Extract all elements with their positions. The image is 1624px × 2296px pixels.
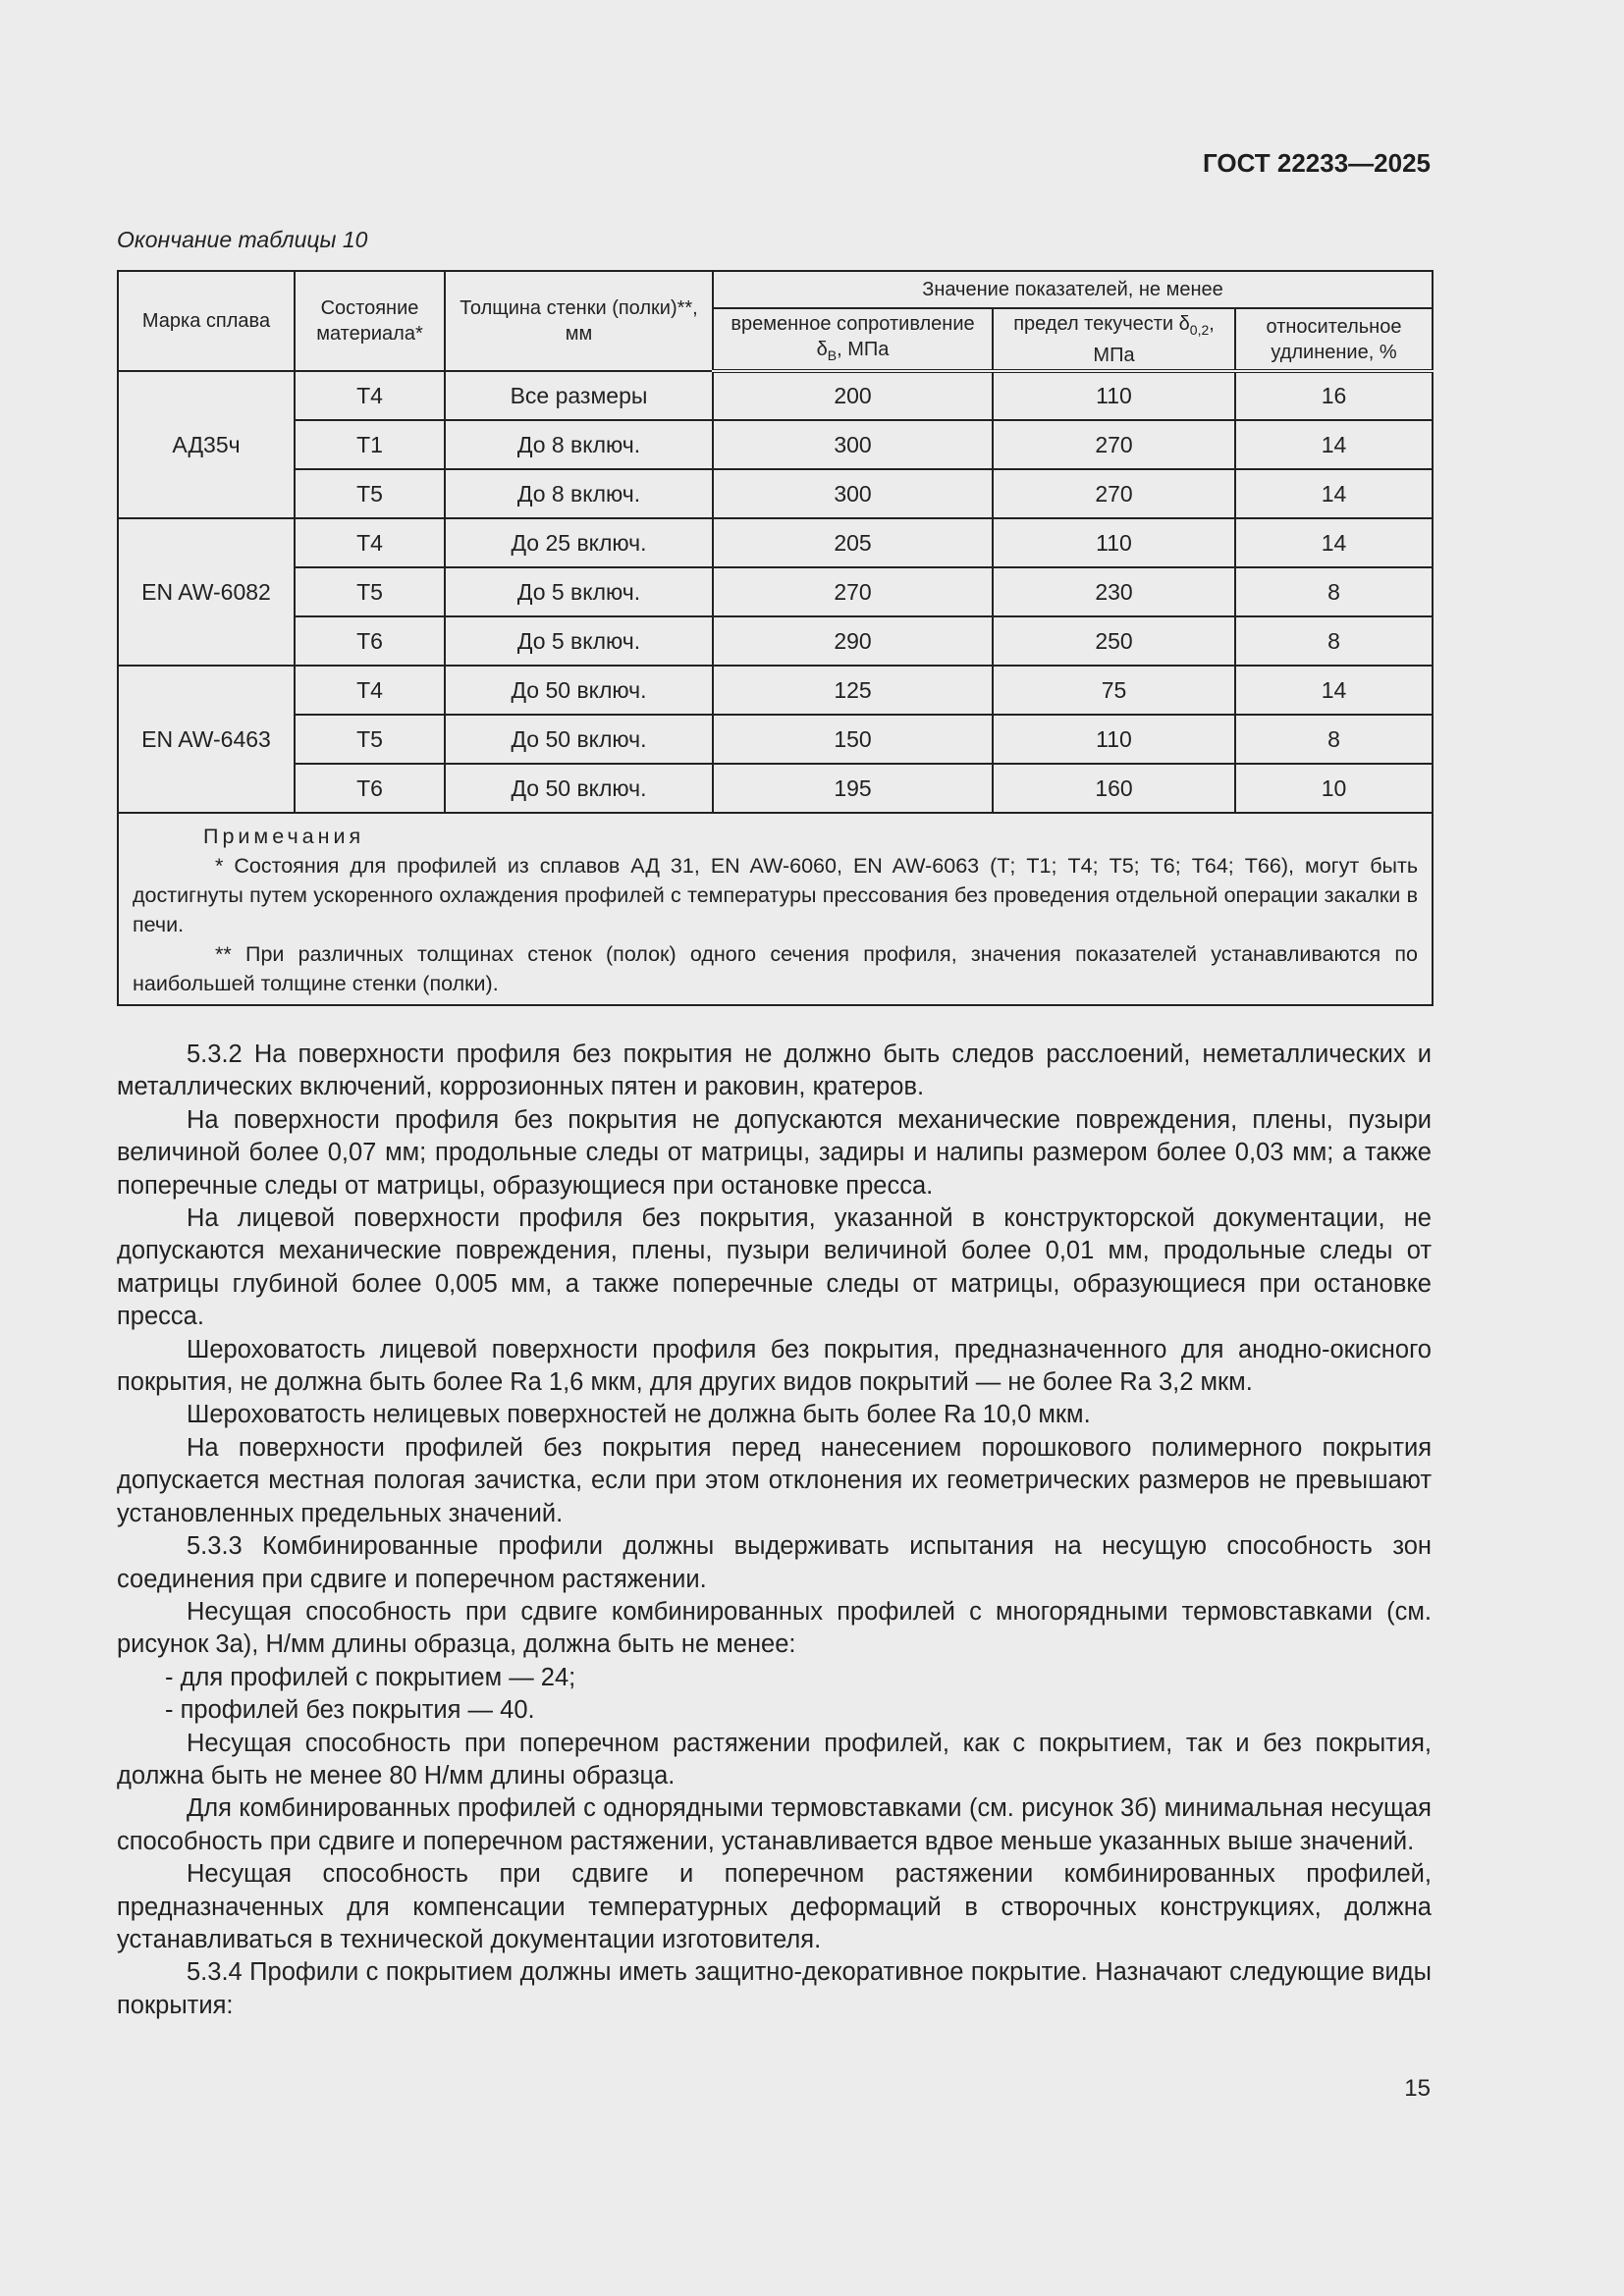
body-text bbox=[117, 1039, 1432, 2022]
cell-state: Т5 bbox=[295, 469, 445, 518]
cell-tensile: 150 bbox=[713, 715, 993, 764]
cell-state: Т5 bbox=[295, 715, 445, 764]
cell-elongation: 14 bbox=[1235, 469, 1433, 518]
cell-elongation: 14 bbox=[1235, 420, 1433, 469]
header-values-group: Значение показателей, не менее bbox=[713, 271, 1433, 308]
cell-yield: 110 bbox=[993, 518, 1235, 567]
paragraph: - для профилей с покрытием — 24; bbox=[165, 1663, 576, 1691]
cell-tensile: 270 bbox=[713, 567, 993, 616]
cell-yield: 75 bbox=[993, 666, 1235, 715]
header-tensile: временное сопротивление $\delta_В$, МПа bbox=[713, 308, 993, 371]
table-row bbox=[118, 715, 1433, 764]
paragraph: На поверхности профилей без покрытия перед нанесением порошкового полимерного покрытия допускается местная пологая зачистка, если при этом отклонения их геометрических размеров не превышают установленных предельных значений. bbox=[117, 1433, 1432, 1527]
note-1: * Состояния для профилей из сплавов АД 31, EN AW-6060, EN AW-6063 (Т; Т1; Т4; Т5; Т6; Т64; Т66), могут быть достигнуты путем ускоренного охлаждения профилей с температуры прессования без проведения отдельной операции закалки в печи. bbox=[133, 854, 1419, 936]
cell-elongation: 14 bbox=[1235, 666, 1433, 715]
paragraph: Несущая способность при поперечном растяжении профилей, как с покрытием, так и без покрытия, должна быть не менее 80 Н/мм длины образца. bbox=[117, 1729, 1432, 1789]
header-alloy: Марка сплава bbox=[118, 271, 295, 371]
cell-tensile: 290 bbox=[713, 616, 993, 666]
cell-yield: 110 bbox=[993, 371, 1235, 420]
paragraph: Для комбинированных профилей с однорядными термовставками (см. рисунок 3б) минимальная несущая способность при сдвиге и поперечном растяжении, устанавливается вдвое меньше указанных выше значений. bbox=[117, 1794, 1432, 1855]
paragraph: 5.3.4 Профили с покрытием должны иметь защитно-декоративное покрытие. Назначают следующие виды покрытия: bbox=[117, 1958, 1432, 2019]
paragraph: Несущая способность при сдвиге комбинированных профилей с многорядными термовставками (см. рисунок 3а), Н/мм длины образца, должна быть не менее: bbox=[117, 1597, 1432, 1659]
table-row bbox=[118, 764, 1433, 813]
cell-yield: 270 bbox=[993, 469, 1235, 518]
table-body bbox=[118, 371, 1433, 813]
cell-thickness: До 50 включ. bbox=[445, 715, 713, 764]
cell-yield: 160 bbox=[993, 764, 1235, 813]
cell-state: Т4 bbox=[295, 518, 445, 567]
cell-elongation: 10 bbox=[1235, 764, 1433, 813]
paragraph: 5.3.3 Комбинированные профили должны выдерживать испытания на несущую способность зон соединения при сдвиге и поперечном растяжении. bbox=[117, 1532, 1432, 1593]
cell-state: Т4 bbox=[295, 666, 445, 715]
cell-thickness: До 5 включ. bbox=[445, 616, 713, 666]
cell-yield: 270 bbox=[993, 420, 1235, 469]
cell-yield: 110 bbox=[993, 715, 1235, 764]
cell-thickness: До 25 включ. bbox=[445, 518, 713, 567]
cell-state: Т5 bbox=[295, 567, 445, 616]
cell-thickness: До 8 включ. bbox=[445, 469, 713, 518]
paragraph: Несущая способность при сдвиге и поперечном растяжении комбинированных профилей, предназначенных для компенсации температурных деформаций в створочных конструкциях, должна устанавливаться в технической документации изготовителя. bbox=[117, 1860, 1432, 1953]
cell-thickness: До 8 включ. bbox=[445, 420, 713, 469]
cell-state: Т6 bbox=[295, 616, 445, 666]
cell-elongation: 14 bbox=[1235, 518, 1433, 567]
cell-tensile: 300 bbox=[713, 469, 993, 518]
cell-tensile: 195 bbox=[713, 764, 993, 813]
page-number: 15 bbox=[1404, 2075, 1431, 2102]
table-row bbox=[118, 666, 1433, 715]
table-caption: Окончание таблицы 10 bbox=[117, 227, 368, 252]
header-elongation: относительное удлинение, % bbox=[1235, 308, 1433, 371]
header-thickness: Толщина стенки (полки)**, мм bbox=[445, 271, 713, 371]
cell-alloy: АД35ч bbox=[118, 371, 295, 518]
cell-alloy: EN AW-6082 bbox=[118, 518, 295, 666]
document-code: ГОСТ 22233—2025 bbox=[1203, 148, 1431, 178]
paragraph: Шероховатость нелицевых поверхностей не должна быть более Ra 10,0 мкм. bbox=[187, 1401, 1091, 1429]
cell-thickness: До 5 включ. bbox=[445, 567, 713, 616]
table-notes bbox=[118, 813, 1433, 1005]
header-state: Состояние материала* bbox=[295, 271, 445, 371]
cell-tensile: 300 bbox=[713, 420, 993, 469]
cell-state: Т4 bbox=[295, 371, 445, 420]
cell-state: Т6 bbox=[295, 764, 445, 813]
cell-tensile: 125 bbox=[713, 666, 993, 715]
cell-thickness: До 50 включ. bbox=[445, 764, 713, 813]
cell-tensile: 205 bbox=[713, 518, 993, 567]
cell-elongation: 8 bbox=[1235, 715, 1433, 764]
note-2: ** При различных толщинах стенок (полок) одного сечения профиля, значения показателей устанавливаются по наибольшей толщине стенки (полки). bbox=[133, 942, 1419, 995]
cell-thickness: Все размеры bbox=[445, 371, 713, 420]
paragraph: - профилей без покрытия — 40. bbox=[165, 1696, 535, 1725]
header-yield: предел текучести $\delta_{0,2}$, МПа bbox=[993, 308, 1235, 371]
cell-state: Т1 bbox=[295, 420, 445, 469]
table-row bbox=[118, 616, 1433, 666]
cell-tensile: 200 bbox=[713, 371, 993, 420]
notes-title: Примечания bbox=[203, 825, 365, 848]
cell-elongation: 16 bbox=[1235, 371, 1433, 420]
paragraph: На поверхности профиля без покрытия не допускаются механические повреждения, плены, пузыри величиной более 0,07 мм; продольные следы от матрицы, задиры и налипы размером более 0,03 мм; а также поперечные следы от матрицы, образующиеся при остановке пресса. bbox=[117, 1105, 1432, 1200]
table-row bbox=[118, 371, 1433, 420]
properties-table bbox=[117, 270, 1434, 1006]
cell-elongation: 8 bbox=[1235, 567, 1433, 616]
cell-yield: 250 bbox=[993, 616, 1235, 666]
table-row bbox=[118, 420, 1433, 469]
cell-thickness: До 50 включ. bbox=[445, 666, 713, 715]
cell-elongation: 8 bbox=[1235, 616, 1433, 666]
cell-yield: 230 bbox=[993, 567, 1235, 616]
table-row bbox=[118, 567, 1433, 616]
paragraph: Шероховатость лицевой поверхности профиля без покрытия, предназначенного для анодно-окисного покрытия, не должна быть более Ra 1,6 мкм, для других видов покрытий — не более Ra 3,2 мкм. bbox=[117, 1335, 1432, 1397]
paragraph: 5.3.2 На поверхности профиля без покрытия не должно быть следов расслоений, неметаллических и металлических включений, коррозионных пятен и раковин, кратеров. bbox=[117, 1041, 1432, 1101]
paragraph: На лицевой поверхности профиля без покрытия, указанной в конструкторской документации, не допускаются механические повреждения, плены, пузыри величиной более 0,01 мм, продольные следы от матрицы глубиной более 0,005 мм, а также поперечные следы от матрицы, образующиеся при остановке пресса. bbox=[117, 1204, 1432, 1331]
table-row bbox=[118, 469, 1433, 518]
table-row bbox=[118, 518, 1433, 567]
cell-alloy: EN AW-6463 bbox=[118, 666, 295, 813]
